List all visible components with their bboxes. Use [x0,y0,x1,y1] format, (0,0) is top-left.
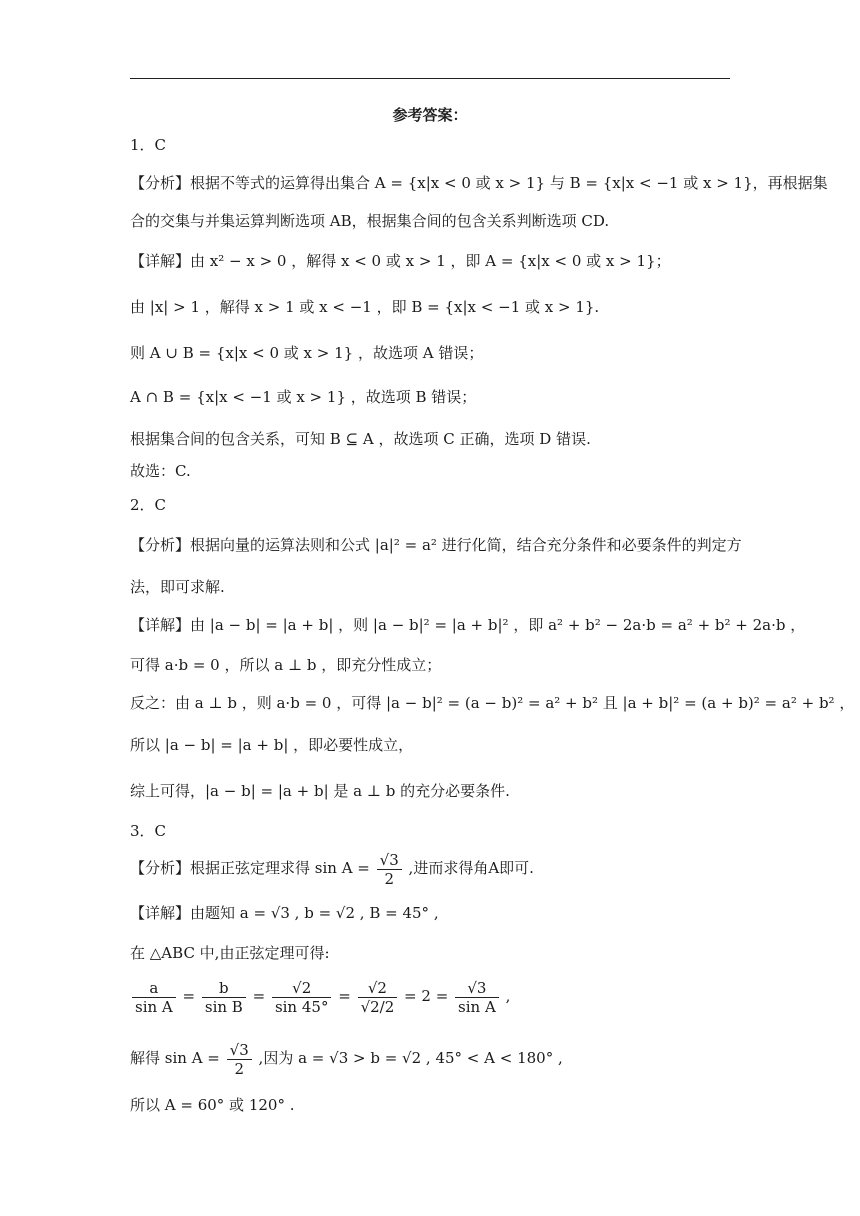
q3-eq-frac-4-num: √2 [358,979,398,998]
q1-detail-1: 【详解】由 x² − x > 0 ，解得 x < 0 或 x > 1 ，即 A = {x|x < 0 或 x > 1}； [130,252,671,270]
q3-analysis-fraction-den: 2 [384,869,394,888]
q3-equation: $\frac{a}{\text{sin A}}$ = $\frac{b}{\text{sin B}}$ = $\frac{√2}{\sin 45^\circ}$ = $\frac{√2}{√2/2}$ = 2 = $\frac{√3}{\text{sin A}}$ , [130,966,510,1026]
q3-analysis-fraction [377,851,402,888]
q3-eq-mid: = 2 = [404,987,449,1005]
q3-detail-3-fraction-den: 2 [234,1059,244,1078]
q3-analysis-fraction-num: √3 [377,851,402,870]
q2-analysis-cont: 法，即可求解. [130,578,225,596]
q3-eq-frac-5 [455,979,499,1016]
q3-detail-2: 在 △ABC 中,由正弦定理可得: [130,944,330,962]
q1-detail-3: 则 A ∪ B = {x|x < 0 或 x > 1} ，故选项 A 错误； [130,344,484,362]
q1-analysis-cont: 合的交集与并集运算判断选项 AB，根据集合间的包含关系判断选项 CD. [130,212,610,230]
q3-eq-frac-2-num: b [202,979,246,998]
q3-number: 3．C [130,822,167,840]
q3-analysis [130,846,534,890]
q1-detail-2: 由 |x| > 1 ，解得 x > 1 或 x < −1 ，即 B = {x|x < −1 或 x > 1}. [130,298,600,316]
q1-detail-5: 根据集合间的包含关系，可知 B ⊆ A ，故选项 C 正确，选项 D 错误. [130,430,591,448]
q3-analysis-pre: 【分析】根据正弦定理求得 sin A = [130,859,370,877]
q3-eq-frac-5-den: sin A [458,997,496,1016]
q1-analysis: 【分析】根据不等式的运算得出集合 A = {x|x < 0 或 x > 1} 与 B = {x|x < −1 或 x > 1}，再根据集 [130,174,828,192]
q3-detail-3 [130,1036,563,1080]
q3-eq-frac-3 [272,979,332,1016]
q3-detail-1: 【详解】由题知 a = √3 , b = √2 , B = 45° , [130,904,439,922]
q3-eq-frac-4-den: √2/2 [360,997,395,1016]
q2-detail-5: 综上可得，|a − b| = |a + b| 是 a ⊥ b 的充分必要条件. [130,782,510,800]
q1-answer: 故选：C. [130,462,191,480]
q2-detail-2: 可得 a·b = 0 ，所以 a ⊥ b ，即充分性成立； [130,656,442,674]
header-rule [130,78,730,79]
q2-detail-1: 【详解】由 |a − b| = |a + b| ，则 |a − b|² = |a + b|² ，即 a² + b² − 2a·b = a² + b² + 2a·b ， [130,616,806,634]
q3-eq-end: , [505,987,511,1005]
q3-detail-3-fraction-num: √3 [227,1041,252,1060]
q3-eq-frac-2-den: sin B [204,997,243,1016]
q3-eq-frac-1-den: sin A [135,997,173,1016]
q3-analysis-post: ,进而求得角A即可. [408,859,534,877]
q3-detail-4: 所以 A = 60° 或 120° . [130,1096,295,1114]
q3-detail-3-post: ,因为 a = √3 > b = √2 , 45° < A < 180° , [258,1049,563,1067]
q3-eq-frac-5-num: √3 [455,979,499,998]
q3-detail-3-pre: 解得 sin A = [130,1049,220,1067]
q3-eq-frac-1-num: a [132,979,176,998]
q3-eq-frac-2 [202,979,246,1016]
q1-detail-4: A ∩ B = {x|x < −1 或 x > 1} ，故选项 B 错误； [130,388,477,406]
q3-eq-frac-4 [358,979,398,1016]
q3-detail-3-fraction [227,1041,252,1078]
q2-detail-4: 所以 |a − b| = |a + b| ，即必要性成立， [130,736,414,754]
page-title: 参考答案： [392,106,468,124]
q1-number: 1．C [130,136,167,154]
q2-number: 2．C [130,496,167,514]
q2-detail-3: 反之：由 a ⊥ b ，则 a·b = 0 ，可得 |a − b|² = (a − b)² = a² + b² 且 |a + b|² = (a + b)² = a² + b² ， [130,694,855,712]
q3-eq-frac-3-num: √2 [272,979,332,998]
q2-analysis: 【分析】根据向量的运算法则和公式 |a|² = a² 进行化简，结合充分条件和必要条件的判定方 [130,536,742,554]
q3-eq-frac-3-den: sin 45° [274,997,329,1016]
q3-eq-frac-1 [132,979,176,1016]
